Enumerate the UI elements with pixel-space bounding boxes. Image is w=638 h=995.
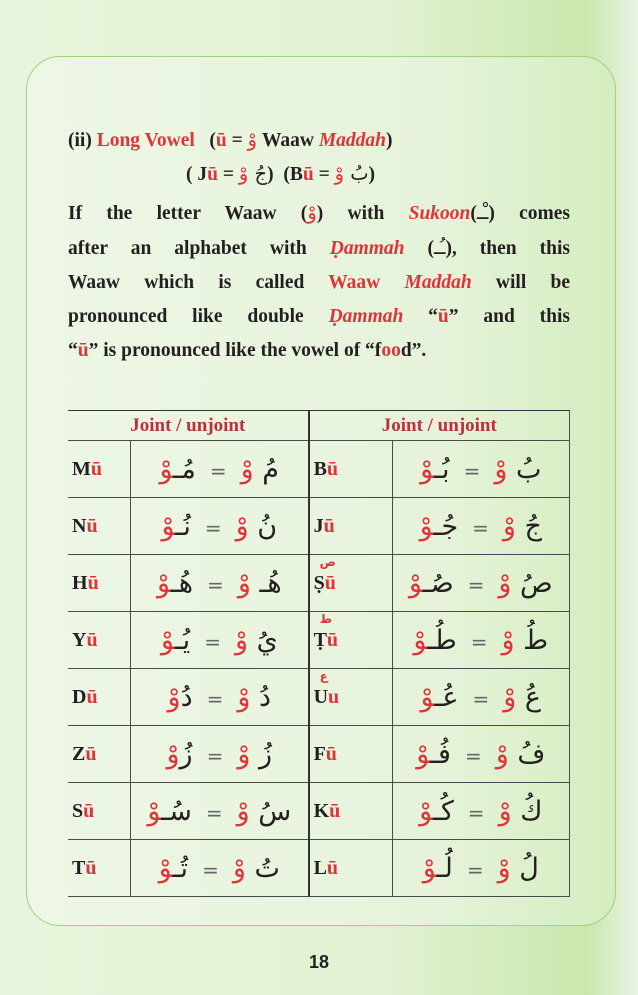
waw: وْ [419,795,434,827]
consonant: Ṭ [313,628,327,651]
table-row [68,840,570,897]
paren: ) [368,164,376,185]
syllable-label [68,840,131,897]
paren: ( [209,130,216,151]
vowel-u: ū [83,799,95,822]
table-header-right: Joint / unjoint [309,411,570,441]
text: ” is pronounced like the vowel of “f [88,340,382,361]
arabic-letter: نُ [257,510,278,542]
equals: = [313,164,335,185]
consonant: J [313,514,324,537]
syllable-label [68,441,131,498]
arabic-forms [392,612,569,669]
joined-form [423,853,453,884]
unjoined-form [502,625,549,656]
waw-arabic: وْ [247,128,258,151]
text: Waaw which is called [68,272,329,293]
arabic-letter: تُ [254,852,280,884]
waw: وْ [159,453,174,485]
waw: وْ [158,852,173,884]
equals: = [202,857,219,882]
paren: ) [386,130,393,151]
arabic-forms [131,840,309,897]
waw: وْ [237,738,251,770]
arabic-letter: طُـ [427,624,457,656]
arabic-letter: فُـ [430,738,451,770]
syllable-label [68,555,131,612]
arabic-letter: جُـ [433,510,459,542]
waw: وْ [232,852,246,884]
dammah-term: Ḍammah [329,238,405,259]
vowel-u: ū [326,457,339,480]
arabic-forms [131,498,309,555]
long-vowel-table [68,410,570,897]
joined-form [168,682,193,713]
syllable-label [309,840,393,897]
waw: وْ [408,567,423,599]
arabic-letter: سُـ [161,795,192,827]
vowel-u: ū [86,514,98,537]
arabic-letter: دُ [180,681,193,713]
waw: وْ [413,624,428,656]
u-macron: ū [302,164,314,185]
waw: وْ [422,852,437,884]
text: “ [403,306,438,327]
arabic-forms [131,555,309,612]
consonant: M [72,457,91,480]
waw: وْ [416,738,431,770]
waw: وْ [160,624,175,656]
equals: = [466,857,484,882]
table-row [68,726,570,783]
arabic-letter: دُ [259,681,272,713]
consonant: Z [72,742,86,765]
consonant: F [313,742,326,765]
vowel-u: ū [90,457,103,480]
arabic-letter: لُ [519,852,539,884]
equals: = [207,572,224,597]
unjoined-form [496,739,546,770]
syllable-label [309,669,393,726]
dammah-sample: ـُـ [434,236,446,259]
syllable-label [309,612,393,669]
heading-roman: (ii) [68,130,92,151]
joined-form [147,796,192,827]
joined-form [159,853,188,884]
arabic-letter: يُ [256,624,278,656]
waw: وْ [240,453,254,485]
equals: = [467,572,485,597]
consonant: B [313,457,327,480]
waw: وْ [502,510,516,542]
waw: وْ [495,738,509,770]
paren: ) [267,164,274,185]
text: ( [470,203,477,224]
equals: = [206,743,224,768]
syllable-label [309,783,393,840]
vowel-u: ū [326,628,339,651]
arabic-forms [131,441,309,498]
consonant: D [72,685,87,708]
syllable-label [309,726,393,783]
example-arabic [239,162,267,185]
table-row [68,441,570,498]
text: ) with [316,203,409,224]
vowel-u: ū [85,742,97,765]
arabic-forms [131,726,309,783]
text: after an alphabet with [68,238,330,259]
table-row [68,669,570,726]
arabic-letter: يُـ [174,624,191,656]
arabic-waw: وْ [238,162,249,185]
waw: وْ [498,567,512,599]
u-macron: ū [437,306,449,327]
waw: وْ [420,453,435,485]
waw: وْ [167,681,181,713]
arabic-forms [131,783,309,840]
waw: وْ [166,738,180,770]
arabic-letter: كُـ [433,795,454,827]
vowel-u: ū [326,856,339,879]
unjoined-form [498,568,552,599]
arabic-letter: بُ [350,162,369,185]
table-row [68,555,570,612]
joined-form [157,568,193,599]
unjoined-form [503,682,541,713]
arabic-forms [131,612,309,669]
arabic-letter: نُـ [175,510,191,542]
unjoined-form [498,853,539,884]
waw: وْ [497,852,511,884]
arabic-letter: سُ [258,795,292,827]
equals: = [209,458,227,483]
unjoined-form [503,511,542,542]
u-macron: ū [215,130,227,151]
waw: وْ [494,453,508,485]
equals: = [472,686,490,711]
text: “ [68,340,78,361]
joined-form [420,511,459,542]
unjoined-form [237,739,272,770]
waw: وْ [237,567,251,599]
equals: = [204,629,221,654]
sukoon-term: Sukoon [408,203,471,224]
arabic-letter: عُ [524,681,542,713]
maddah-word: Maddah [318,130,387,151]
waw: وْ [501,624,515,656]
waw: وْ [237,681,251,713]
arabic-forms [392,726,569,783]
consonant: S [72,799,84,822]
waw-sample: وْ [307,201,317,224]
arabic-letter: بُ [515,453,542,485]
dammah-term: Ḍammah [328,306,404,327]
arabic-letter: زُ [259,738,273,770]
text: ( [404,238,434,259]
waw: وْ [420,681,435,713]
arabic-letter: عُـ [434,681,459,713]
text: d”. [400,340,427,361]
waw: وْ [498,795,512,827]
syllable-label [68,612,131,669]
text: will be [471,272,571,293]
syllable-label [309,441,393,498]
arabic-letter: لُـ [436,852,453,884]
u-macron: ū [77,340,89,361]
joined-form [161,511,190,542]
text: ), then this [445,238,570,259]
equals: = [464,743,482,768]
equals: = [470,629,488,654]
table-header-left: Joint / unjoint [68,411,309,441]
equals: = [467,800,485,825]
equals: = [231,130,243,151]
unjoined-form [494,454,541,485]
vowel-u: ū [323,514,335,537]
vowel-u: ū [325,742,337,765]
arabic-forms [392,669,569,726]
vowel-u: ū [324,571,336,594]
joined-form [160,454,196,485]
arabic-letter: صُ [520,567,553,599]
joined-form [167,739,193,770]
consonant: Y [72,628,87,651]
heading-title: Long Vowel [96,130,195,151]
waaw-word: Waaw [261,130,314,151]
syllable-label [68,726,131,783]
vowel-u: ū [329,799,341,822]
arabic-letter: هُـ [170,567,194,599]
vowel-u: ū [86,628,98,651]
table-row [68,783,570,840]
arabic-letter-hint: ط [319,612,333,626]
waw: وْ [236,795,250,827]
consonant: H [72,571,88,594]
section-heading [68,128,393,152]
syllable-label [68,498,131,555]
consonant: L [313,856,327,879]
unjoined-form [499,796,543,827]
consonant: T [72,856,86,879]
arabic-letter-hint: ص [319,555,336,569]
arabic-forms [392,840,569,897]
arabic-forms [392,498,569,555]
arabic-waw: وْ [334,162,344,185]
arabic-forms [131,669,309,726]
joined-form [421,682,459,713]
arabic-letter: جُ [524,510,542,542]
vowel-u: u [328,685,340,708]
waw: وْ [161,510,176,542]
sukoon-sample: ـْـ [476,201,489,224]
arabic-letter-hint: ع [319,669,328,683]
arabic-forms [392,555,569,612]
consonant: U [313,685,329,708]
arabic-letter: هُـ [259,567,282,599]
equals: = [217,164,239,185]
syllable-label [309,498,393,555]
example-latin: (B [283,164,303,185]
equals: = [204,515,222,540]
example-latin: ( J [186,164,208,185]
vowel-u: ū [85,856,97,879]
arabic-letter: طُ [523,624,549,656]
consonant: N [72,514,87,537]
text: ) comes [488,203,570,224]
unjoined-form [241,454,279,485]
arabic-letter: جُ [254,162,268,185]
waw: وْ [156,567,171,599]
syllable-label [309,555,393,612]
arabic-forms [392,441,569,498]
text: If the letter Waaw ( [68,203,308,224]
unjoined-form [238,568,282,599]
waw: وْ [503,681,517,713]
table-row [68,612,570,669]
arabic-letter: تُـ [172,852,189,884]
syllable-label [68,783,131,840]
arabic-letter: كُ [520,795,543,827]
oo-highlight: oo [381,340,401,361]
joined-form [409,568,454,599]
consonant: K [313,799,330,822]
arabic-letter: مُ [262,453,279,485]
syllable-label [68,669,131,726]
arabic-letter: صُـ [422,567,454,599]
waw: وْ [419,510,434,542]
joined-form [416,739,451,770]
waw: وْ [147,795,162,827]
equals: = [205,800,223,825]
text: ” and this [448,306,570,327]
consonant: Ṣ [313,571,325,594]
unjoined-form [235,625,278,656]
vowel-u: ū [87,571,99,594]
heading-examples [186,162,375,186]
joined-form [161,625,190,656]
arabic-letter: مُـ [173,453,196,485]
waw: وْ [235,510,249,542]
arabic-letter: زُ [179,738,193,770]
u-macron: ū [207,164,218,185]
unjoined-form [233,853,280,884]
table-row [68,498,570,555]
arabic-letter: بُـ [434,453,450,485]
joined-form [413,625,456,656]
joined-form [420,454,449,485]
equals: = [206,686,224,711]
example-arabic [335,162,369,185]
waw: وْ [234,624,249,656]
waaw-maddah-term: Waaw [328,272,381,293]
waaw-maddah-term: Maddah [404,272,472,293]
explanation-paragraph [68,196,570,368]
joined-form [419,796,454,827]
page-number: 18 [308,952,330,972]
equals: = [463,458,481,483]
arabic-forms [392,783,569,840]
vowel-u: ū [86,685,98,708]
unjoined-form [237,796,292,827]
unjoined-form [236,511,277,542]
arabic-letter: فُ [517,738,546,770]
unjoined-form [237,682,271,713]
equals: = [472,515,489,540]
text: pronounced like double [68,306,329,327]
